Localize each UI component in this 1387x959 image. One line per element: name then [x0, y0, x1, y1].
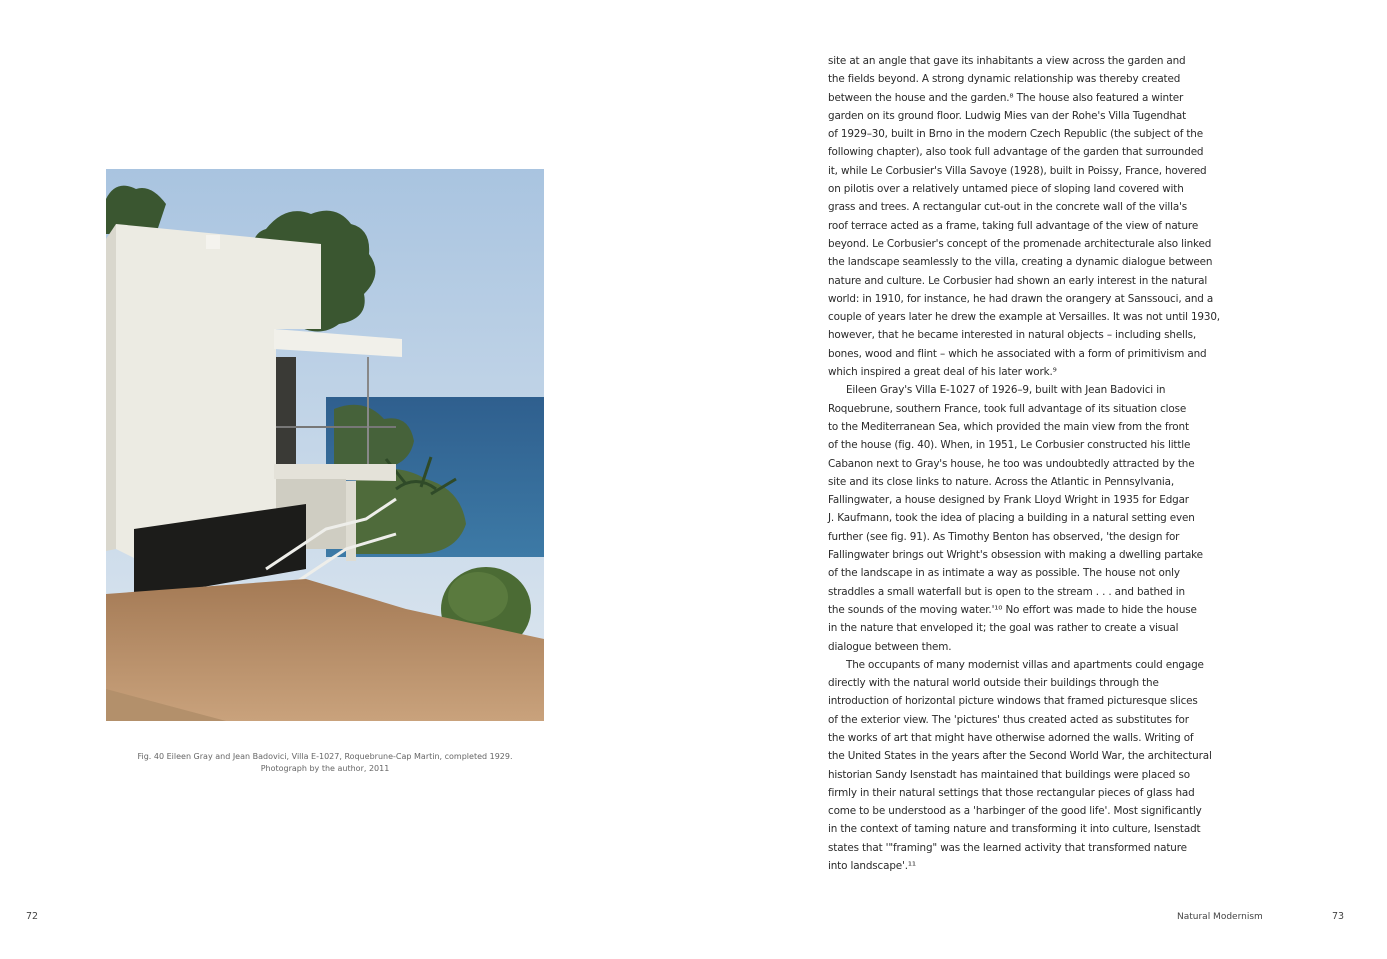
text-line: further (see fig. 91). As Timothy Benton has observed, 'the design for [828, 530, 1180, 543]
text-line: garden on its ground floor. Ludwig Mies van der Rohe's Villa Tugendhat [828, 109, 1187, 122]
text-line: to the Mediterranean Sea, which provided the main view from the front [828, 420, 1189, 433]
text-line: introduction of horizontal picture windows that framed picturesque slices [828, 695, 1198, 708]
text-line: states that '"framing" was the learned activity that transformed nature [828, 841, 1187, 854]
text-line: of 1929–30, built in Brno in the modern Czech Republic (the subject of the [828, 128, 1203, 141]
text-line: which inspired a great deal of his later work.⁹ [828, 366, 1057, 379]
text-line: the works of art that might have otherwise adorned the walls. Writing of [828, 731, 1194, 744]
text-line: however, that he became interested in natural objects – including shells, [828, 329, 1196, 342]
text-line: straddles a small waterfall but is open to the stream . . . and bathed in [828, 585, 1185, 598]
text-line: of the exterior view. The 'pictures' thus created acted as substitutes for [828, 713, 1189, 726]
text-line: Eileen Gray's Villa E-1027 of 1926–9, built with Jean Badovici in [846, 384, 1166, 397]
text-line: it, while Le Corbusier's Villa Savoye (1928), built in Poissy, France, hovered [828, 164, 1207, 177]
text-line: the United States in the years after the Second World War, the architectural [828, 750, 1212, 763]
text-line: on pilotis over a relatively untamed piece of sloping land covered with [828, 183, 1184, 196]
text-line: historian Sandy Isenstadt has maintained that buildings were placed so [828, 768, 1190, 781]
text-line: of the landscape in as intimate a way as possible. The house not only [828, 567, 1180, 580]
text-line: world: in 1910, for instance, he had drawn the orangery at Sanssouci, and a [828, 292, 1214, 305]
text-line: directly with the natural world outside their buildings through the [828, 677, 1159, 690]
text-line: the sounds of the moving water.'¹⁰ No effort was made to hide the house [828, 603, 1197, 616]
text-line: site at an angle that gave its inhabitants a view across the garden and [828, 55, 1186, 67]
body-text [828, 52, 1268, 875]
figure-caption [106, 751, 544, 775]
running-head: Natural Modernism [1177, 912, 1263, 922]
page-number-left: 72 [26, 911, 39, 922]
text-line: dialogue between them. [828, 640, 952, 653]
text-line: in the context of taming nature and transforming it into culture, Isenstadt [828, 823, 1201, 836]
text-line: The occupants of many modernist villas and apartments could engage [846, 658, 1204, 671]
text-line: grass and trees. A rectangular cut-out in the concrete wall of the villa's [828, 201, 1188, 214]
caption-line: Photograph by the author, 2011 [260, 764, 390, 773]
text-line: site and its close links to nature. Across the Atlantic in Pennsylvania, [828, 475, 1175, 488]
text-line: roof terrace acted as a frame, taking full advantage of the view of nature [828, 219, 1199, 232]
text-line: of the house (fig. 40). When, in 1951, Le Corbusier constructed his little [828, 439, 1191, 452]
text-line: J. Kaufmann, took the idea of placing a building in a natural setting even [828, 512, 1195, 525]
text-line: in the nature that enveloped it; the goal was rather to create a visual [828, 622, 1179, 635]
text-line: Cabanon next to Gray's house, he too was undoubtedly attracted by the [828, 457, 1195, 470]
text-line: the fields beyond. A strong dynamic relationship was thereby created [828, 73, 1181, 86]
text-line: into landscape'.¹¹ [828, 860, 916, 873]
page-number-right: 73 [1332, 911, 1345, 922]
villa-photograph [106, 169, 544, 721]
villa-photo-illustration [106, 169, 544, 721]
text-line: beyond. Le Corbusier's concept of the promenade architecturale also linked [828, 237, 1212, 250]
text-line: come to be understood as a 'harbinger of the good life'. Most significantly [828, 805, 1202, 818]
text-line: following chapter), also took full advantage of the garden that surrounded [828, 146, 1204, 159]
text-line: the landscape seamlessly to the villa, creating a dynamic dialogue between [828, 256, 1213, 269]
text-line: Fallingwater, a house designed by Frank Lloyd Wright in 1935 for Edgar [828, 494, 1189, 507]
text-line: firmly in their natural settings that those rectangular pieces of glass had [828, 786, 1195, 799]
text-line: couple of years later he drew the example at Versailles. It was not until 1930, [828, 311, 1220, 324]
text-line: Roquebrune, southern France, took full advantage of its situation close [828, 402, 1187, 415]
text-line: Fallingwater brings out Wright's obsession with making a dwelling partake [828, 549, 1203, 562]
text-line: bones, wood and flint – which he associated with a form of primitivism and [828, 347, 1207, 360]
text-line: between the house and the garden.⁸ The house also featured a winter [828, 91, 1184, 104]
text-line: nature and culture. Le Corbusier had shown an early interest in the natural [828, 274, 1208, 287]
caption-line: Fig. 40 Eileen Gray and Jean Badovici, Villa E-1027, Roquebrune-Cap Martin, completed 1929. [137, 752, 513, 761]
